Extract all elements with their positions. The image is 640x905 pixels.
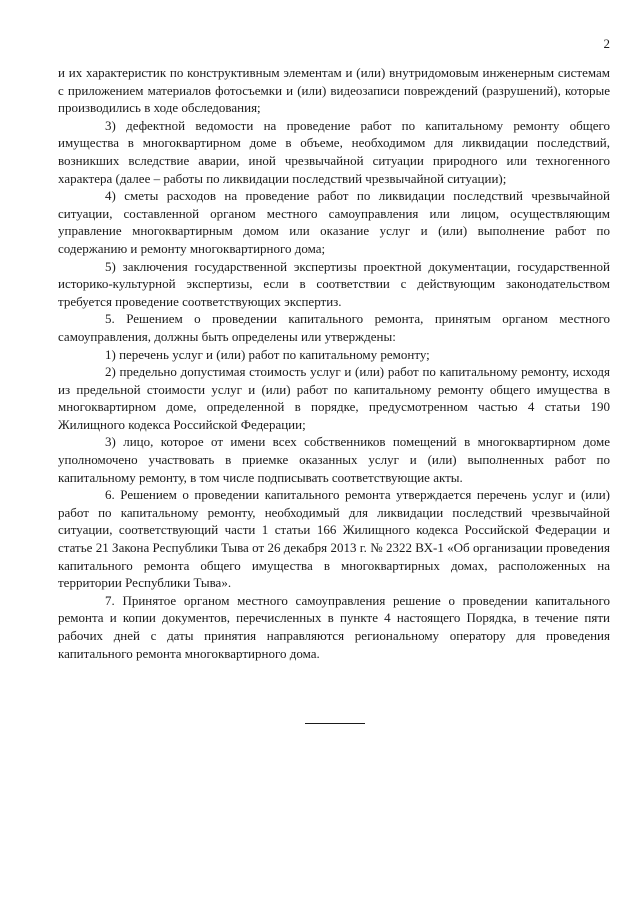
paragraph-section-6: 6. Решением о проведении капитального ремонта утверждается перечень услуг и (или) работ по капитальному ремонту, необходимый для ликвидации последствий чрезвычайной ситуации, соответствующий части 1 статьи 166 Жилищного кодекса Российской Федерации и статье 21 Закона Республики Тыва от 26 декабря 2013 г. № 2322 ВХ-1 «Об организации проведения капитального ремонта общего имущества в многоквартирных домах, расположенных на территории Республики Тыва». <box>58 487 610 591</box>
paragraph-section-5-item-1: 1) перечень услуг и (или) работ по капитальному ремонту; <box>105 346 430 362</box>
paragraph-item-4-cost-estimate: 4) сметы расходов на проведение работ по ликвидации последствий чрезвычайной ситуации, составленной органом местного самоуправления или лицом, осуществляющим управление многоквартирным домом или оказание услуг и (или) выполнение работ по содержанию и ремонту многоквартирного дома; <box>58 188 610 256</box>
end-separator-line <box>305 723 365 724</box>
document-body <box>58 64 610 662</box>
page-number: 2 <box>603 36 610 51</box>
paragraph-item-3-defect-statement: 3) дефектной ведомости на проведение работ по капитальному ремонту общего имущества в многоквартирном доме в объеме, необходимом для ликвидации последствий, возникших вследствие аварии, иной чрезвычайной ситуации природного или техногенного характера (далее – работы по ликвидации последствий чрезвычайной ситуации); <box>58 117 610 186</box>
paragraph-section-5: 5. Решением о проведении капитального ремонта, принятым органом местного самоуправления, должны быть определены или утверждены: <box>58 311 610 344</box>
paragraph-section-7: 7. Принятое органом местного самоуправления решение о проведении капитального ремонта и копии документов, перечисленных в пункте 4 настоящего Порядка, в течение пяти рабочих дней с даты принятия направляются региональному оператору для проведения капитального ремонта многоквартирного дома. <box>58 592 610 661</box>
paragraph-continuation: и их характеристик по конструктивным элементам и (или) внутридомовым инженерным системам с приложением материалов фотосъемки и (или) видеозаписи повреждений (разрушений), которые производились в ходе обследования; <box>58 65 610 116</box>
paragraph-item-5-expert-conclusion: 5) заключения государственной экспертизы проектной документации, государственной историко-культурной экспертизы, если в соответствии с действующим законодательством требуется проведение соответствующих экспертиз. <box>58 258 610 309</box>
paragraph-section-5-item-3: 3) лицо, которое от имени всех собственников помещений в многоквартирном доме уполномочено участвовать в приемке оказанных услуг и (или) выполненных работ по капитальному ремонту, в том числе подписывать соответствующие акты. <box>58 434 610 485</box>
paragraph-section-5-item-2: 2) предельно допустимая стоимость услуг и (или) работ по капитальному ремонту, исходя из предельной стоимости услуг и (или) работ по капитальному ремонту общего имущества в многоквартирном доме, определенной в порядке, предусмотренном частью 4 статьи 190 Жилищного кодекса Российской Федерации; <box>58 364 610 432</box>
